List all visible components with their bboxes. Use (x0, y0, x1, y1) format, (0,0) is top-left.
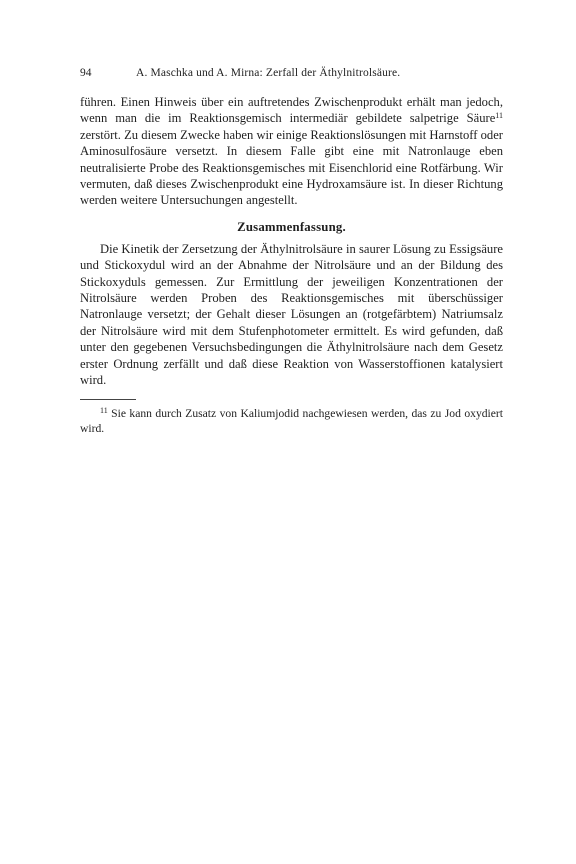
summary-paragraph: Die Kinetik der Zersetzung der Äthylnitrolsäure in saurer Lösung zu Essigsäure und Stickoxydul wird an der Abnahme der Nitrolsäure und an der Bildung des Stickoxyduls gemessen. Zur Ermittlung der jeweiligen Konzentrationen der Nitrolsäure werden Proben des Reaktionsgemisches mit überschüssiger Natronlauge versetzt; der Gehalt dieser Lösungen an (rotgefärbtem) Natriumsalz der Nitrolsäure wird mit dem Stufenphotometer ermittelt. Es wird gefunden, daß unter den gegebenen Versuchsbedingungen die Äthylnitrolsäure nach dem Gesetz erster Ordnung zerfällt und daß diese Reaktion von Wasserstoffionen katalysiert wird. (80, 241, 503, 388)
section-heading: Zusammenfassung. (237, 219, 346, 234)
footnote-reference: 11 (495, 111, 503, 121)
page (80, 64, 503, 437)
footnote (80, 406, 503, 437)
paragraph-continuation (80, 94, 503, 209)
footnote-text: Sie kann durch Zusatz von Kaliumjodid nachgewiesen werden, das zu Jod oxydiert wird. (80, 406, 503, 435)
running-head (80, 64, 503, 82)
footnote-divider (80, 399, 136, 400)
running-title: A. Maschka und A. Mirna: Zerfall der Äthylnitrolsäure. (136, 67, 401, 79)
paragraph-text: zerstört. Zu diesem Zwecke haben wir einige Reaktionslösungen mit Harnstoff oder Aminosulfosäure versetzt. In diesem Falle gibt eine mit Natronlauge eben neutralisierte Probe des Reaktionsgemisches mit Eisenchlorid eine Rotfärbung. Wir vermuten, daß dieses Zwischenprodukt eine Hydroxamsäure ist. In dieser Richtung werden weitere Untersuchungen angestellt. (80, 127, 503, 208)
body-text (80, 94, 503, 389)
paragraph-text: führen. Einen Hinweis über ein auftretendes Zwischenprodukt erhält man jedoch, wenn man die im Reaktionsgemisch intermediär gebildete salpetrige Säure (80, 95, 503, 126)
page-number: 94 (80, 67, 92, 79)
footnote-marker: 11 (100, 405, 108, 415)
